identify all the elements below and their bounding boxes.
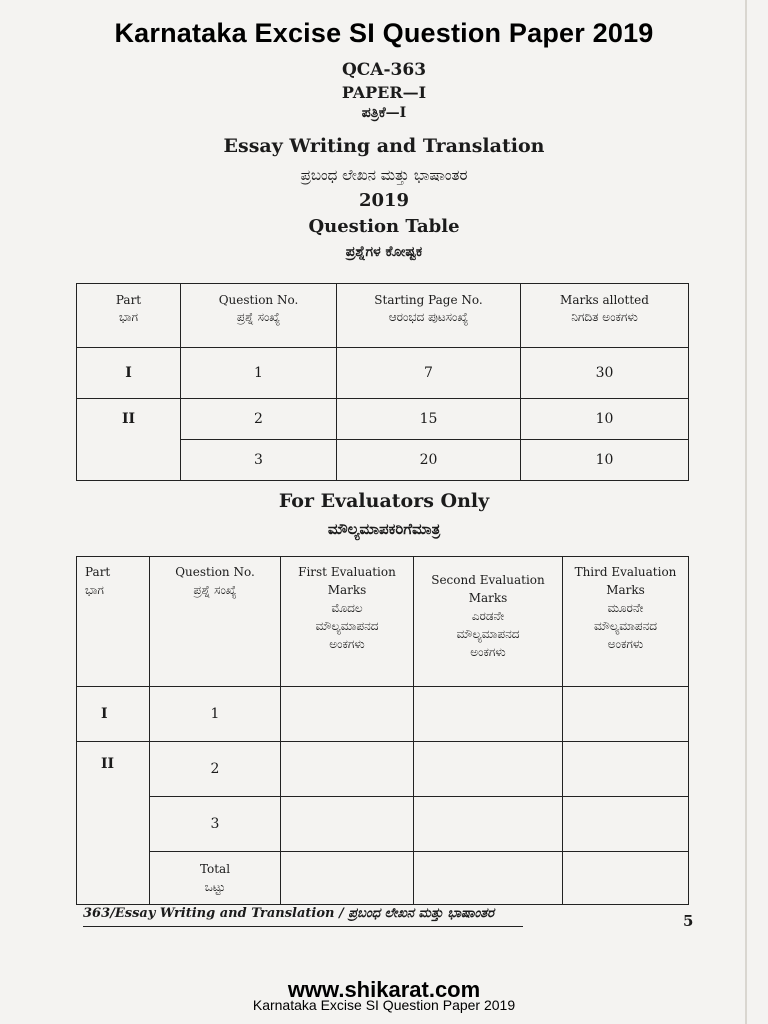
- footer-divider: [83, 926, 523, 927]
- third-eval-marks-cell[interactable]: [563, 742, 689, 797]
- first-eval-marks-cell[interactable]: [281, 742, 414, 797]
- header-second-evaluation: Second Evaluation Marks ಎರಡನೇ ಮೌಲ್ಯಮಾಪನದ ಅಂಕಗಳು: [414, 557, 563, 687]
- page-cell: 20: [337, 440, 521, 481]
- question-table-title-kannada: ಪ್ರಶ್ನೆಗಳ ಕೋಷ್ಟಕ: [345, 244, 423, 260]
- page-footer: 363/Essay Writing and Translation / ಪ್ರಬಂಧ ಲೇಖನ ಮತ್ತು ಭಾಷಾಂತರ: [83, 906, 494, 921]
- question-cell: 3: [150, 797, 281, 852]
- header-question-no: Question No. ಪ್ರಶ್ನೆ ಸಂಖ್ಯೆ: [181, 284, 337, 348]
- evaluators-title-kannada: ಮೌಲ್ಯಮಾಪಕರಿಗೆಮಾತ್ರ: [327, 520, 441, 538]
- banner-title: Karnataka Excise SI Question Paper 2019: [114, 18, 654, 48]
- table-row: [77, 687, 689, 742]
- header-marks-allotted: Marks allotted ನಿಗದಿತ ಅಂಕಗಳು: [521, 284, 689, 348]
- question-cell: 3: [181, 440, 337, 481]
- total-cell: Total ಒಟ್ಟು: [150, 852, 281, 905]
- second-eval-marks-cell[interactable]: [414, 797, 563, 852]
- table-row: [77, 348, 689, 399]
- header-question-no: Question No. ಪ್ರಶ್ನೆ ಸಂಖ್ಯೆ: [150, 557, 281, 687]
- first-eval-marks-cell[interactable]: [281, 687, 414, 742]
- page-cell: 7: [337, 348, 521, 399]
- table-row: [77, 742, 689, 797]
- marks-cell: 10: [521, 399, 689, 440]
- header-third-evaluation: Third Evaluation Marks ಮೂರನೇ ಮೌಲ್ಯಮಾಪನದ ಅಂಕಗಳು: [563, 557, 689, 687]
- evaluators-title: For Evaluators Only: [278, 490, 490, 512]
- watermark-site: www.shikarat.com: [287, 977, 481, 1002]
- question-table: [76, 283, 689, 481]
- question-cell: 2: [150, 742, 281, 797]
- question-table-title: Question Table: [308, 216, 460, 237]
- header-part: Part ಭಾಗ: [77, 557, 150, 687]
- header-part: Part ಭಾಗ: [77, 284, 181, 348]
- third-eval-marks-cell[interactable]: [563, 797, 689, 852]
- table-row: [77, 399, 689, 440]
- question-cell: 1: [150, 687, 281, 742]
- table-row: [77, 797, 689, 852]
- page-cell: 15: [337, 399, 521, 440]
- second-eval-total-cell[interactable]: [414, 852, 563, 905]
- question-code: QCA-363: [341, 60, 427, 80]
- third-eval-marks-cell[interactable]: [563, 687, 689, 742]
- question-cell: 1: [181, 348, 337, 399]
- total-row: [77, 852, 689, 905]
- first-eval-marks-cell[interactable]: [281, 797, 414, 852]
- paper-label-kannada: ಪತ್ರಿಕೆ—I: [361, 105, 407, 121]
- question-table-header: [77, 284, 689, 348]
- second-eval-marks-cell[interactable]: [414, 742, 563, 797]
- paper-title: Essay Writing and Translation: [223, 135, 545, 157]
- header-starting-page: Starting Page No. ಆರಂಭದ ಪುಟಸಂಖ್ಯೆ: [337, 284, 521, 348]
- third-eval-total-cell[interactable]: [563, 852, 689, 905]
- part-cell: II: [77, 742, 150, 905]
- question-cell: 2: [181, 399, 337, 440]
- page-number: 5: [683, 912, 694, 930]
- part-cell: I: [77, 348, 181, 399]
- paper-year: 2019: [358, 190, 410, 211]
- second-eval-marks-cell[interactable]: [414, 687, 563, 742]
- paper-title-kannada: ಪ್ರಬಂಧ ಲೇಖನ ಮತ್ತು ಭಾಷಾಂತರ: [300, 166, 468, 184]
- header-first-evaluation: First Evaluation Marks ಮೊದಲ ಮೌಲ್ಯಮಾಪನದ ಅಂಕಗಳು: [281, 557, 414, 687]
- evaluation-table: [76, 556, 689, 905]
- watermark-caption: Karnataka Excise SI Question Paper 2019: [252, 997, 516, 1013]
- evaluation-table-header: [77, 557, 689, 687]
- first-eval-total-cell[interactable]: [281, 852, 414, 905]
- part-cell: I: [77, 687, 150, 742]
- paper-label: PAPER—I: [341, 83, 427, 102]
- part-cell: II: [77, 399, 181, 481]
- marks-cell: 10: [521, 440, 689, 481]
- marks-cell: 30: [521, 348, 689, 399]
